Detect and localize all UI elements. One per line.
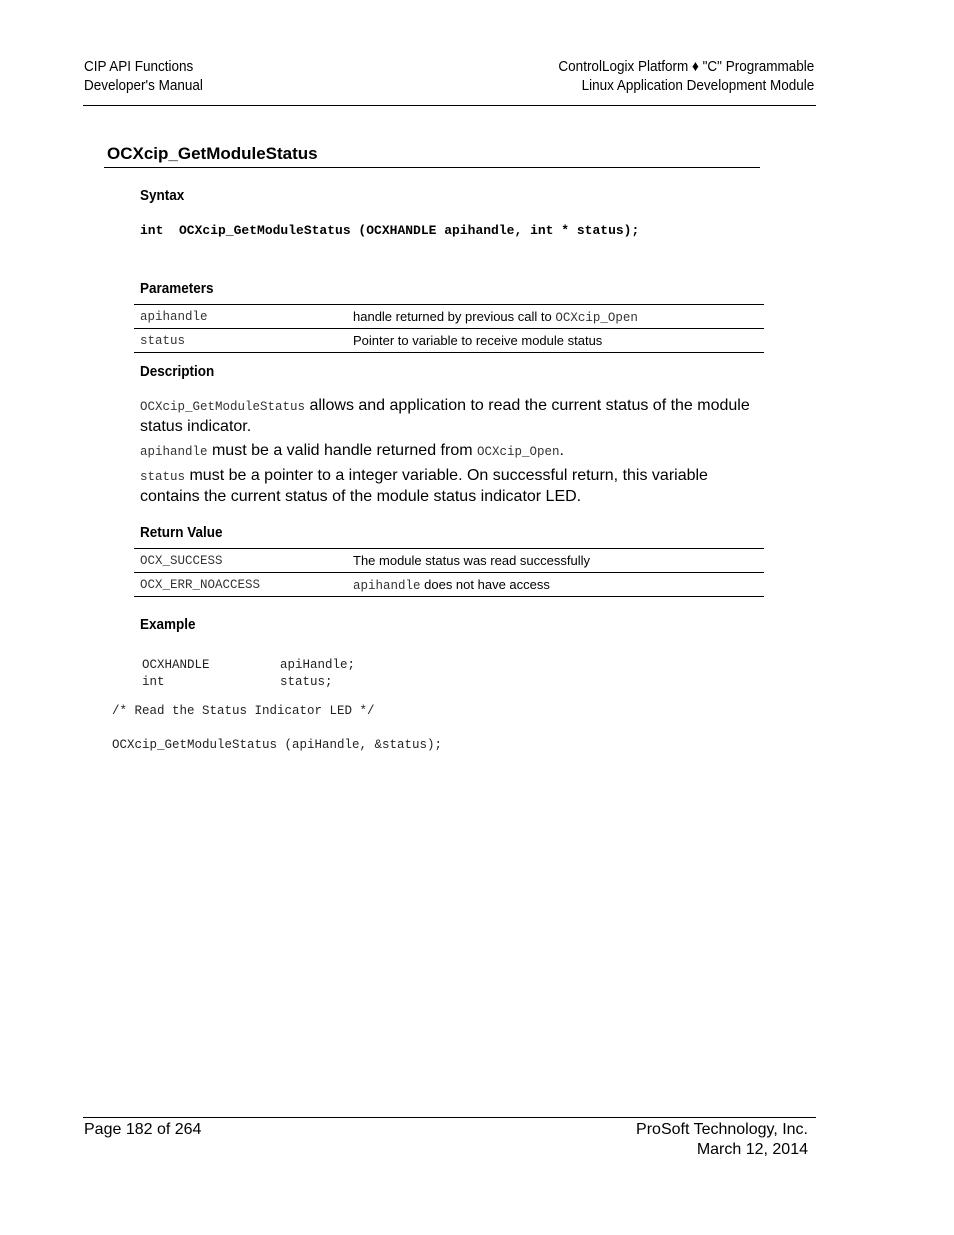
code-type: OCXHANDLE: [142, 658, 210, 672]
return-code: OCX_ERR_NOACCESS: [140, 577, 261, 592]
code-call: OCXcip_GetModuleStatus (apiHandle, &status);: [112, 738, 443, 752]
parameters-table: [134, 304, 764, 353]
header-module: Linux Application Development Module: [581, 77, 814, 94]
code-variable: apiHandle;: [280, 658, 356, 672]
code-line: [112, 640, 442, 672]
title-divider: [104, 167, 760, 168]
header-right: [558, 57, 814, 95]
param-desc-text: Pointer to variable to receive module status: [353, 333, 603, 348]
code-variable: status;: [280, 675, 333, 689]
param-name: status: [140, 333, 186, 348]
footer-divider: [83, 1117, 816, 1118]
return-desc-text: does not have access: [420, 576, 550, 592]
param-description: [347, 305, 764, 329]
code-line: [112, 657, 442, 689]
header-doc-title: CIP API Functions: [84, 58, 194, 75]
code-blank-line: [112, 691, 442, 703]
return-value-table: [134, 548, 764, 597]
desc-code: apihandle: [140, 445, 208, 459]
code-blank-line: [112, 720, 442, 737]
desc-code: status: [140, 470, 186, 484]
return-description: [347, 573, 764, 597]
desc-text: allows and application to read the current status of the module status indicator.: [140, 397, 750, 435]
return-desc-code: apihandle: [353, 578, 421, 593]
return-description: [347, 549, 764, 573]
desc-code: OCXcip_GetModuleStatus: [140, 400, 306, 414]
desc-text: .: [559, 442, 564, 459]
function-title: OCXcip_GetModuleStatus: [107, 144, 318, 163]
param-desc-code: OCXcip_Open: [555, 310, 638, 325]
footer-company: ProSoft Technology, Inc.: [636, 1121, 808, 1138]
syntax-heading: Syntax: [140, 187, 185, 204]
footer-right: [636, 1120, 808, 1160]
description-paragraph-3: [140, 466, 765, 506]
table-row: [134, 549, 764, 573]
example-code-block: [112, 640, 442, 754]
code-type: int: [142, 675, 165, 689]
example-heading: Example: [140, 616, 196, 633]
desc-text: must be a valid handle returned from: [207, 442, 477, 459]
return-desc-text: The module status was read successfully: [353, 553, 590, 568]
return-value-heading: Return Value: [140, 524, 223, 541]
desc-code: OCXcip_Open: [477, 445, 560, 459]
page-number: Page 182 of 264: [84, 1121, 202, 1138]
description-heading: Description: [140, 363, 215, 380]
header-divider: [83, 105, 816, 106]
param-desc-text: handle returned by previous call to: [353, 308, 556, 324]
code-comment: /* Read the Status Indicator LED */: [112, 704, 375, 718]
param-name: apihandle: [140, 309, 208, 324]
return-code: OCX_SUCCESS: [140, 553, 223, 568]
header-doc-subtitle: Developer's Manual: [84, 77, 203, 94]
footer-date: March 12, 2014: [696, 1141, 808, 1158]
description-paragraph-1: [140, 396, 765, 436]
table-row: [134, 305, 764, 329]
table-row: [134, 329, 764, 353]
description-paragraph-2: [140, 441, 765, 462]
header-platform: ControlLogix Platform ♦ "C" Programmable: [558, 58, 814, 75]
header-left: [84, 57, 203, 95]
table-row: [134, 573, 764, 597]
param-description: [347, 329, 764, 353]
parameters-heading: Parameters: [140, 280, 214, 297]
syntax-code: int OCXcip_GetModuleStatus (OCXHANDLE apihandle, int * status);: [140, 223, 640, 238]
desc-text: must be a pointer to a integer variable. On successful return, this variable contains the current status of the module status indicator LED.: [140, 467, 708, 505]
